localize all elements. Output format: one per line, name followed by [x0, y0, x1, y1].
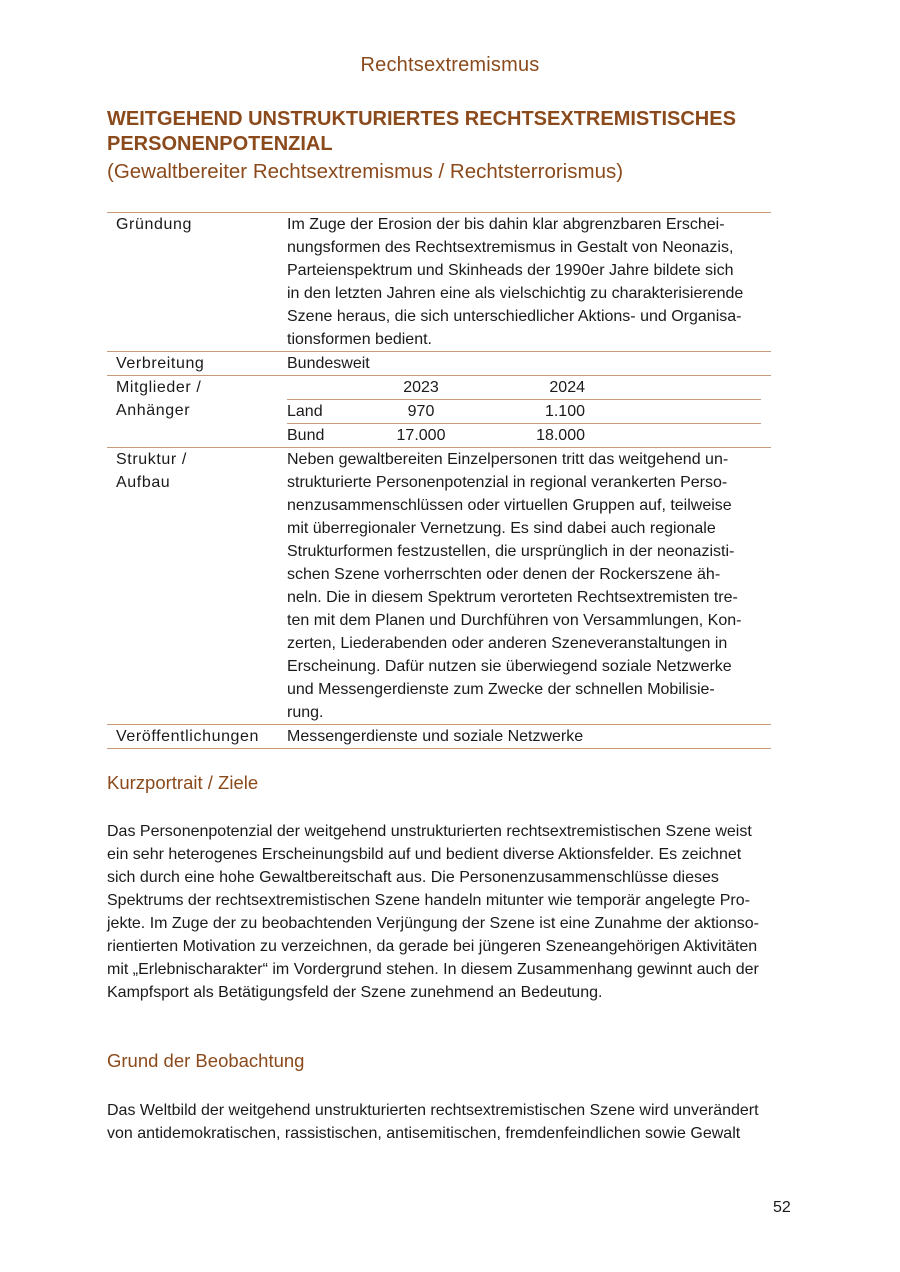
label-mitglieder — [107, 376, 287, 448]
text-line: Erscheinung. Dafür nutzen sie überwiegend soziale Netzwerke — [287, 658, 732, 675]
row-gruendung — [107, 213, 771, 352]
text-line: in den letzten Jahren eine als vielschichtig zu charakterisierende — [287, 285, 744, 302]
text-line: Strukturformen festzustellen, die ursprünglich in der neonazisti- — [287, 543, 735, 560]
text-line: Das Weltbild der weitgehend unstrukturierten rechtsextremistischen Szene wird unverändert — [107, 1102, 759, 1119]
text-line: neln. Die in diesem Spektrum verorteten Rechtsextremisten tre- — [287, 589, 738, 606]
text-line: schen Szene vorherrschten oder denen der Rockerszene äh- — [287, 566, 721, 583]
content-gruendung — [287, 213, 771, 352]
text-line: ein sehr heterogenes Erscheinungsbild auf und bedient diverse Aktionsfelder. Es zeichnet — [107, 846, 742, 863]
value-2024: 18.000 — [485, 424, 585, 448]
row-struktur — [107, 448, 771, 725]
text-line: nungsformen des Rechtsextremismus in Gestalt von Neonazis, — [287, 239, 734, 256]
text-line: Kampfsport als Betätigungsfeld der Szene zunehmend an Bedeutung. — [107, 984, 603, 1001]
content-struktur — [287, 448, 771, 725]
label-verbreitung: Verbreitung — [107, 352, 287, 376]
text-line: Im Zuge der Erosion der bis dahin klar abgrenzbaren Erschei- — [287, 216, 725, 233]
running-head: Rechtsextremismus — [360, 54, 540, 76]
paragraph-beobachtung — [107, 1099, 807, 1145]
row-name: Bund — [287, 424, 357, 448]
members-header-row — [287, 376, 761, 400]
content-veroeffentlichungen: Messengerdienste und soziale Netzwerke — [287, 725, 771, 749]
label-gruendung: Gründung — [107, 213, 287, 352]
heading-kurzportrait: Kurzportrait / Ziele — [107, 772, 259, 793]
label-line: Anhänger — [116, 402, 191, 419]
members-row-bund — [287, 424, 761, 448]
facts-table — [107, 212, 771, 749]
label-veroeffentlichungen: Veröffentlichungen — [107, 725, 287, 749]
text-line: Szene heraus, die sich unterschiedlicher Aktions- und Organisa- — [287, 308, 742, 325]
page-title — [107, 107, 807, 157]
text-line: jekte. Im Zuge der zu beobachtenden Verjüngung der Szene ist eine Zunahme der aktionso- — [107, 915, 759, 932]
title-line: PERSONENPOTENZIAL — [107, 133, 333, 155]
text-line: rientierten Motivation zu verzeichnen, da gerade bei jüngeren Szeneangehörigen Aktivitäten — [107, 938, 758, 955]
value-2024: 1.100 — [485, 400, 585, 424]
label-line: Aufbau — [116, 474, 171, 491]
text-line: Neben gewaltbereiten Einzelpersonen tritt das weitgehend un- — [287, 451, 729, 468]
text-line: und Messengerdienste zum Zwecke der schnellen Mobilisie- — [287, 681, 715, 698]
value-2023: 970 — [357, 400, 485, 424]
text-line: von antidemokratischen, rassistischen, antisemitischen, fremdenfeindlichen sowie Gewalt — [107, 1125, 741, 1142]
page-number: 52 — [773, 1199, 791, 1216]
label-line: Mitglieder / — [116, 379, 202, 396]
members-row-land — [287, 400, 761, 424]
row-name: Land — [287, 400, 357, 424]
text-line: sich durch eine hohe Gewaltbereitschaft aus. Die Personenzusammenschlüsse dieses — [107, 869, 719, 886]
row-verbreitung — [107, 352, 771, 376]
text-line: Das Personenpotenzial der weitgehend unstrukturierten rechtsextremistischen Szene weist — [107, 823, 752, 840]
heading-beobachtung: Grund der Beobachtung — [107, 1050, 305, 1071]
text-line: nenzusammenschlüssen oder virtuellen Gruppen auf, teilweise — [287, 497, 732, 514]
page-subtitle: (Gewaltbereiter Rechtsextremismus / Rechtsterrorismus) — [107, 160, 624, 183]
label-line: Struktur / — [116, 451, 187, 468]
text-line: ten mit dem Planen und Durchführen von Versammlungen, Kon- — [287, 612, 742, 629]
year-2024: 2024 — [549, 379, 585, 396]
text-line: mit überregionaler Vernetzung. Es sind dabei auch regionale — [287, 520, 716, 537]
label-struktur — [107, 448, 287, 725]
members-table — [287, 376, 761, 447]
text-line: zerten, Liederabenden oder anderen Szeneveranstaltungen in — [287, 635, 728, 652]
year-2023: 2023 — [403, 379, 439, 396]
value-2023: 17.000 — [357, 424, 485, 448]
text-line: Parteienspektrum und Skinheads der 1990er Jahre bildete sich — [287, 262, 734, 279]
members-table-cell — [287, 376, 771, 448]
text-line: rung. — [287, 704, 324, 721]
title-line: WEITGEHEND UNSTRUKTURIERTES RECHTSEXTREMISTISCHES — [107, 108, 736, 130]
text-line: strukturierte Personenpotenzial in regional verankerten Perso- — [287, 474, 728, 491]
text-line: mit „Erlebnischarakter“ im Vordergrund stehen. In diesem Zusammenhang gewinnt auch der — [107, 961, 759, 978]
text-line: Spektrums der rechtsextremistischen Szene handeln mitunter wie temporär angelegte Pro- — [107, 892, 750, 909]
row-veroeffentlichungen — [107, 725, 771, 749]
paragraph-kurzportrait — [107, 820, 807, 1004]
content-verbreitung: Bundesweit — [287, 352, 771, 376]
row-mitglieder — [107, 376, 771, 448]
text-line: tionsformen bedient. — [287, 331, 432, 348]
